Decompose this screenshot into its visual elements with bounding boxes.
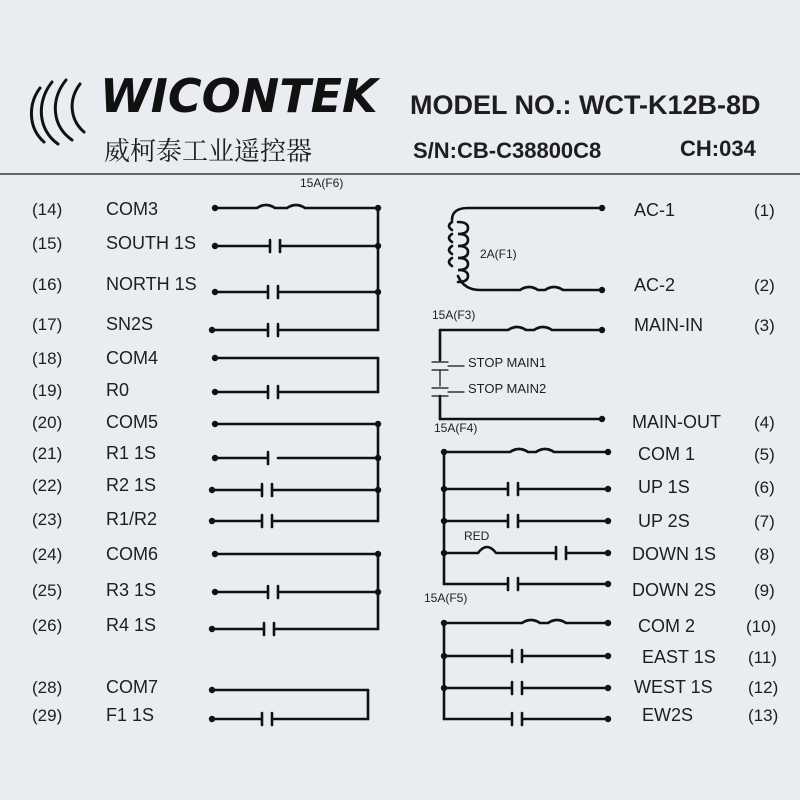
right-pin-12: (12) bbox=[748, 678, 779, 697]
right-label-ac-1: AC-1 bbox=[634, 200, 676, 220]
left-pin-23: (23) bbox=[32, 510, 63, 529]
left-label-com4: COM4 bbox=[106, 348, 159, 368]
right-label-ac-2: AC-2 bbox=[634, 275, 676, 295]
left-pin-22: (22) bbox=[32, 476, 63, 495]
right-label-main-out: MAIN-OUT bbox=[632, 412, 721, 432]
left-wiring bbox=[209, 205, 381, 725]
r2-1s-contact bbox=[212, 484, 378, 496]
fuse-f5-label: 15A(F5) bbox=[424, 591, 468, 605]
right-label-com-2: COM 2 bbox=[638, 616, 696, 636]
ew2s-contact bbox=[444, 713, 608, 725]
brand-logo-icon bbox=[31, 80, 84, 144]
left-label-f1-1s: F1 1S bbox=[106, 705, 155, 725]
fuse-f6-label: 15A(F6) bbox=[300, 176, 344, 190]
stop-main-2-label: STOP MAIN2 bbox=[468, 381, 547, 396]
left-label-r1-1s: R1 1S bbox=[106, 443, 157, 463]
east-1s-contact bbox=[444, 650, 608, 662]
left-terminal-list bbox=[32, 199, 197, 725]
left-label-r1-r2: R1/R2 bbox=[106, 509, 158, 529]
left-pin-18: (18) bbox=[32, 349, 63, 368]
down-2s-contact bbox=[444, 578, 608, 590]
r0-contact bbox=[215, 386, 378, 398]
left-label-com7: COM7 bbox=[106, 677, 159, 697]
right-pin-10: (10) bbox=[746, 617, 777, 636]
ac-1-wire bbox=[452, 208, 602, 220]
right-pin-7: (7) bbox=[754, 512, 775, 531]
south-1s-contact bbox=[215, 240, 378, 252]
right-pin-4: (4) bbox=[754, 413, 775, 432]
transformer-coil-icon bbox=[458, 222, 468, 282]
model-number: MODEL NO.: WCT-K12B-8D bbox=[410, 90, 761, 120]
com-1-fuse-wire bbox=[444, 449, 608, 452]
left-label-com5: COM5 bbox=[106, 412, 159, 432]
right-terminal-list bbox=[632, 200, 778, 725]
stop-main-1-label: STOP MAIN1 bbox=[468, 355, 547, 370]
west-1s-contact bbox=[444, 682, 608, 694]
left-pin-14: (14) bbox=[32, 200, 63, 219]
main-in-fuse-wire bbox=[440, 327, 602, 330]
channel-number: CH:034 bbox=[680, 136, 756, 161]
right-label-up-1s: UP 1S bbox=[638, 477, 690, 497]
right-pin-11: (11) bbox=[748, 648, 777, 667]
left-label-r4-1s: R4 1S bbox=[106, 615, 157, 635]
right-pin-3: (3) bbox=[754, 316, 775, 335]
down-1s-contact bbox=[444, 547, 608, 559]
right-label-west-1s: WEST 1S bbox=[634, 677, 713, 697]
left-pin-21: (21) bbox=[32, 444, 63, 463]
red-wire-label: RED bbox=[464, 529, 490, 543]
left-pin-26: (26) bbox=[32, 616, 63, 635]
left-pin-15: (15) bbox=[32, 234, 63, 253]
com-2-fuse-wire bbox=[444, 620, 608, 623]
left-label-r2-1s: R2 1S bbox=[106, 475, 157, 495]
right-wiring bbox=[432, 205, 611, 725]
left-label-com6: COM6 bbox=[106, 544, 159, 564]
ac-2-fuse-wire bbox=[458, 276, 602, 290]
left-pin-19: (19) bbox=[32, 381, 63, 400]
r3-1s-contact bbox=[215, 586, 378, 598]
right-pin-2: (2) bbox=[754, 276, 775, 295]
north-1s-contact bbox=[215, 286, 378, 298]
right-pin-13: (13) bbox=[748, 706, 779, 725]
left-pin-24: (24) bbox=[32, 545, 63, 564]
right-pin-8: (8) bbox=[754, 545, 775, 564]
fuse-f1-label: 2A(F1) bbox=[480, 247, 517, 261]
left-label-south-1s: SOUTH 1S bbox=[106, 233, 197, 253]
left-label-sn2s: SN2S bbox=[106, 314, 154, 334]
right-label-main-in: MAIN-IN bbox=[634, 315, 703, 335]
right-label-up-2s: UP 2S bbox=[638, 511, 690, 531]
sn2s-contact bbox=[212, 324, 378, 336]
fuse-f4-label: 15A(F4) bbox=[434, 421, 478, 435]
right-label-down-2s: DOWN 2S bbox=[632, 580, 717, 600]
right-label-ew2s: EW2S bbox=[642, 705, 694, 725]
chinese-product-name: 威柯泰工业遥控器 bbox=[104, 137, 313, 167]
stop-main-switch-icon bbox=[432, 362, 448, 396]
f1-1s-contact bbox=[212, 713, 368, 725]
r1-1s-contact bbox=[215, 452, 378, 464]
fuse-f3-label: 15A(F3) bbox=[432, 308, 476, 322]
brand-name: WICONTEK bbox=[100, 69, 378, 123]
left-label-r0: R0 bbox=[106, 380, 130, 400]
left-pin-28: (28) bbox=[32, 678, 63, 697]
right-label-east-1s: EAST 1S bbox=[642, 647, 716, 667]
right-pin-5: (5) bbox=[754, 445, 775, 464]
r1-r2-contact bbox=[212, 515, 378, 527]
right-label-com-1: COM 1 bbox=[638, 444, 696, 464]
right-pin-9: (9) bbox=[754, 581, 775, 600]
serial-number: S/N:CB-C38800C8 bbox=[413, 138, 602, 163]
left-label-com3: COM3 bbox=[106, 199, 159, 219]
up-1s-contact bbox=[444, 483, 608, 495]
right-label-down-1s: DOWN 1S bbox=[632, 544, 717, 564]
left-pin-16: (16) bbox=[32, 275, 63, 294]
left-pin-20: (20) bbox=[32, 413, 63, 432]
left-label-r3-1s: R3 1S bbox=[106, 580, 157, 600]
left-pin-25: (25) bbox=[32, 581, 63, 600]
r4-1s-contact bbox=[212, 623, 378, 635]
right-pin-6: (6) bbox=[754, 478, 775, 497]
left-pin-17: (17) bbox=[32, 315, 63, 334]
left-label-north-1s: NORTH 1S bbox=[106, 274, 197, 294]
right-pin-1: (1) bbox=[754, 201, 775, 220]
up-2s-contact bbox=[444, 515, 608, 527]
com3-fuse-wire bbox=[215, 205, 378, 208]
left-pin-29: (29) bbox=[32, 706, 63, 725]
